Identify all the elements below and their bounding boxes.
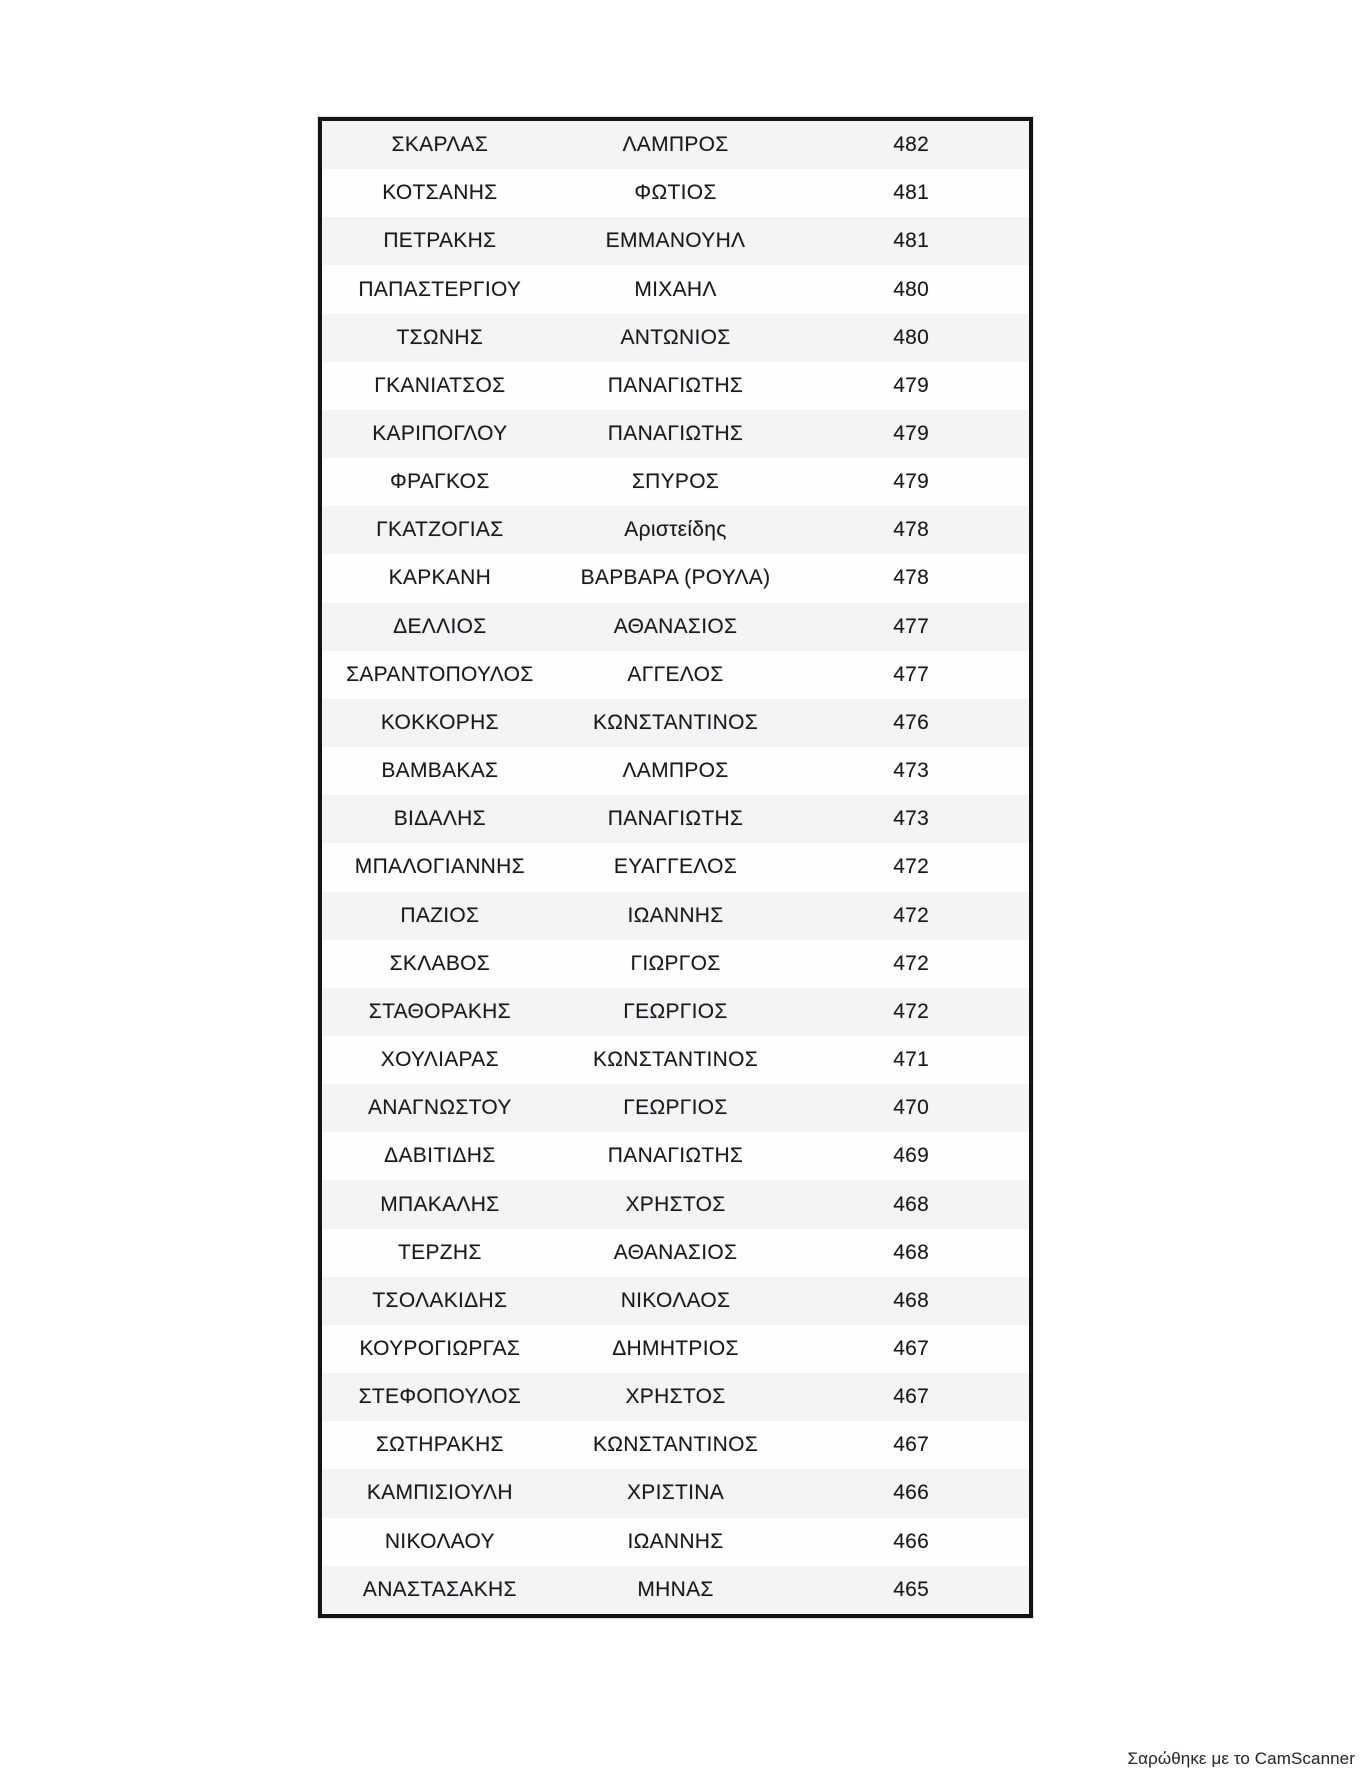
firstname-cell: ΑΘΑΝΑΣΙΟΣ [613, 1240, 738, 1264]
table-row [322, 892, 1029, 940]
surname-cell: ΑΝΑΣΤΑΣΑΚΗΣ [362, 1577, 517, 1601]
table-row [322, 314, 1029, 362]
firstname-cell: ΚΩΝΣΤΑΝΤΙΝΟΣ [592, 1048, 759, 1072]
table-row [322, 1469, 1029, 1517]
votes-cell: 466 [893, 1529, 930, 1553]
votes-cell: 481 [893, 229, 930, 253]
table-row [322, 217, 1029, 265]
firstname-cell: ΠΑΝΑΓΙΩΤΗΣ [607, 807, 744, 831]
surname-cell: ΚΟΚΚΟΡΗΣ [380, 710, 499, 734]
surname-cell: ΑΝΑΓΝΩΣΤΟΥ [367, 1096, 512, 1120]
surname-cell: ΜΠΑΚΑΛΗΣ [380, 1192, 500, 1216]
votes-cell: 480 [893, 325, 930, 349]
votes-cell: 467 [893, 1433, 930, 1457]
firstname-cell: ΧΡΗΣΤΟΣ [625, 1385, 726, 1409]
surname-cell: ΣΑΡΑΝΤΟΠΟΥΛΟΣ [346, 662, 534, 686]
surname-cell: ΤΣΩΝΗΣ [396, 325, 484, 349]
votes-cell: 467 [893, 1336, 930, 1360]
firstname-cell: ΔΗΜΗΤΡΙΟΣ [612, 1336, 739, 1360]
table-row [322, 362, 1029, 410]
table-row [322, 747, 1029, 795]
surname-cell: ΣΤΕΦΟΠΟΥΛΟΣ [358, 1385, 522, 1409]
table-row [322, 1132, 1029, 1180]
votes-cell: 472 [893, 999, 930, 1023]
votes-cell: 478 [893, 566, 930, 590]
table-row [322, 1180, 1029, 1228]
firstname-cell: ΚΩΝΣΤΑΝΤΙΝΟΣ [592, 1433, 759, 1457]
table-row [322, 843, 1029, 891]
votes-cell: 472 [893, 951, 930, 975]
votes-cell: 468 [893, 1192, 930, 1216]
surname-cell: ΚΟΤΣΑΝΗΣ [382, 181, 498, 205]
surname-cell: ΚΑΡΚΑΝΗ [388, 566, 492, 590]
surname-cell: ΚΟΥΡΟΓΙΩΡΓΑΣ [359, 1336, 521, 1360]
table-row [322, 1229, 1029, 1277]
surname-cell: ΣΤΑΘΟΡΑΚΗΣ [368, 999, 511, 1023]
firstname-cell: ΙΩΑΝΝΗΣ [627, 903, 724, 927]
surname-cell: ΠΕΤΡΑΚΗΣ [383, 229, 497, 253]
votes-cell: 468 [893, 1288, 930, 1312]
firstname-cell: ΦΩΤΙΟΣ [634, 181, 717, 205]
firstname-cell: ΓΙΩΡΓΟΣ [630, 951, 721, 975]
table-row [322, 651, 1029, 699]
table-row [322, 1566, 1029, 1614]
votes-cell: 472 [893, 855, 930, 879]
firstname-cell: ΜΙΧΑΗΛ [634, 277, 717, 301]
votes-cell: 467 [893, 1385, 930, 1409]
firstname-cell: ΛΑΜΠΡΟΣ [622, 133, 729, 157]
table-row [322, 1277, 1029, 1325]
table-row [322, 699, 1029, 747]
table-row [322, 603, 1029, 651]
firstname-cell: ΒΑΡΒΑΡΑ (ΡΟΥΛΑ) [580, 566, 771, 590]
table-row [322, 988, 1029, 1036]
surname-cell: ΤΕΡΖΗΣ [398, 1240, 482, 1264]
firstname-cell: ΚΩΝΣΤΑΝΤΙΝΟΣ [592, 710, 759, 734]
firstname-cell: ΓΕΩΡΓΙΟΣ [623, 1096, 728, 1120]
votes-cell: 470 [893, 1096, 930, 1120]
surname-cell: ΠΑΠΑΣΤΕΡΓΙΟΥ [358, 277, 522, 301]
table-row [322, 169, 1029, 217]
table-row [322, 1421, 1029, 1469]
surname-cell: ΓΚΑΝΙΑΤΣΟΣ [374, 373, 506, 397]
votes-cell: 473 [893, 759, 930, 783]
firstname-cell: ΝΙΚΟΛΑΟΣ [620, 1288, 731, 1312]
votes-cell: 480 [893, 277, 930, 301]
firstname-cell: ΕΜΜΑΝΟΥΗΛ [605, 229, 746, 253]
firstname-cell: ΛΑΜΠΡΟΣ [622, 759, 729, 783]
firstname-cell: ΓΕΩΡΓΙΟΣ [623, 999, 728, 1023]
votes-cell: 479 [893, 470, 930, 494]
table-row [322, 506, 1029, 554]
firstname-cell: ΕΥΑΓΓΕΛΟΣ [613, 855, 738, 879]
table-row [322, 410, 1029, 458]
table-row [322, 795, 1029, 843]
votes-cell: 465 [893, 1577, 930, 1601]
surname-cell: ΔΕΛΛΙΟΣ [393, 614, 487, 638]
surname-cell: ΜΠΑΛΟΓΙΑΝΝΗΣ [354, 855, 525, 879]
table-row [322, 1084, 1029, 1132]
table-row [322, 265, 1029, 313]
votes-cell: 482 [893, 133, 930, 157]
surname-cell: ΦΡΑΓΚΟΣ [390, 470, 490, 494]
candidate-votes-table [318, 117, 1033, 1618]
votes-cell: 479 [893, 422, 930, 446]
firstname-cell: ΠΑΝΑΓΙΩΤΗΣ [607, 373, 744, 397]
table-row [322, 1373, 1029, 1421]
votes-cell: 472 [893, 903, 930, 927]
votes-cell: 481 [893, 181, 930, 205]
surname-cell: ΣΚΑΡΛΑΣ [391, 133, 489, 157]
surname-cell: ΣΚΛΑΒΟΣ [389, 951, 491, 975]
surname-cell: ΓΚΑΤΖΟΓΙΑΣ [376, 518, 504, 542]
firstname-cell: ΧΡΙΣΤΙΝΑ [626, 1481, 725, 1505]
firstname-cell: ΧΡΗΣΤΟΣ [625, 1192, 726, 1216]
surname-cell: ΒΑΜΒΑΚΑΣ [381, 759, 499, 783]
table-row [322, 1036, 1029, 1084]
table-row [322, 121, 1029, 169]
surname-cell: ΚΑΡΙΠΟΓΛΟΥ [372, 422, 508, 446]
votes-cell: 471 [893, 1048, 930, 1072]
surname-cell: ΒΙΔΑΛΗΣ [393, 807, 486, 831]
firstname-cell: ΑΘΑΝΑΣΙΟΣ [613, 614, 738, 638]
votes-cell: 466 [893, 1481, 930, 1505]
votes-cell: 469 [893, 1144, 930, 1168]
surname-cell: ΣΩΤΗΡΑΚΗΣ [375, 1433, 504, 1457]
surname-cell: ΠΑΖΙΟΣ [400, 903, 480, 927]
firstname-cell: ΑΓΓΕΛΟΣ [627, 662, 724, 686]
votes-cell: 477 [893, 614, 930, 638]
table-row [322, 554, 1029, 602]
firstname-cell: ΣΠΥΡΟΣ [631, 470, 720, 494]
surname-cell: ΚΑΜΠΙΣΙΟΥΛΗ [366, 1481, 513, 1505]
firstname-cell: Αριστείδης [624, 518, 727, 542]
firstname-cell: ΙΩΑΝΝΗΣ [627, 1529, 724, 1553]
votes-cell: 473 [893, 807, 930, 831]
firstname-cell: ΑΝΤΩΝΙΟΣ [620, 325, 731, 349]
votes-cell: 479 [893, 373, 930, 397]
firstname-cell: ΜΗΝΑΣ [637, 1577, 714, 1601]
table-row [322, 1325, 1029, 1373]
camscanner-watermark: Σαρώθηκε με το CamScanner [1127, 1749, 1355, 1768]
table-row [322, 1518, 1029, 1566]
surname-cell: ΝΙΚΟΛΑΟΥ [384, 1529, 495, 1553]
votes-cell: 478 [893, 518, 930, 542]
surname-cell: ΔΑΒΙΤΙΔΗΣ [384, 1144, 496, 1168]
firstname-cell: ΠΑΝΑΓΙΩΤΗΣ [607, 422, 744, 446]
votes-cell: 476 [893, 710, 930, 734]
votes-cell: 477 [893, 662, 930, 686]
surname-cell: ΧΟΥΛΙΑΡΑΣ [380, 1048, 499, 1072]
table-row [322, 458, 1029, 506]
table-row [322, 940, 1029, 988]
surname-cell: ΤΣΟΛΑΚΙΔΗΣ [372, 1288, 508, 1312]
votes-cell: 468 [893, 1240, 930, 1264]
firstname-cell: ΠΑΝΑΓΙΩΤΗΣ [607, 1144, 744, 1168]
